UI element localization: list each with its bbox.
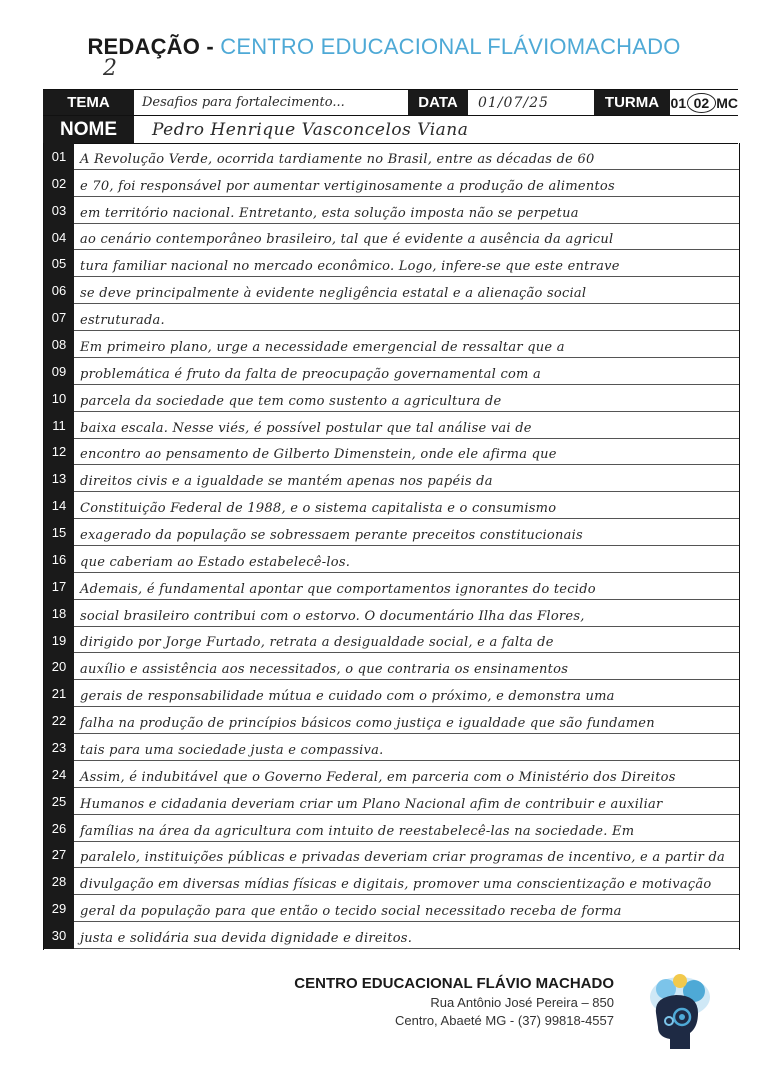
line-number: 05 xyxy=(44,250,74,277)
essay-line-15 xyxy=(44,519,739,546)
line-number: 30 xyxy=(44,922,74,949)
line-number: 10 xyxy=(44,385,74,412)
turma-option-01-label: 01 xyxy=(670,94,687,111)
essay-line-23 xyxy=(44,734,739,761)
nome-label: NOME xyxy=(43,116,134,143)
essay-line-12 xyxy=(44,439,739,466)
footer-address: Rua Antônio José Pereira – 850 xyxy=(430,995,614,1010)
essay-lines xyxy=(43,143,740,950)
line-number: 15 xyxy=(44,519,74,546)
essay-line-05 xyxy=(44,250,739,277)
essay-line-08 xyxy=(44,331,739,358)
line-number: 01 xyxy=(44,143,74,170)
line-text[interactable]: gerais de responsabilidade mútua e cuidado com o próximo, e demonstra uma xyxy=(74,680,739,707)
essay-line-26 xyxy=(44,815,739,842)
essay-line-28 xyxy=(44,868,739,895)
essay-line-07 xyxy=(44,304,739,331)
line-text[interactable]: divulgação em diversas mídias físicas e digitais, promover uma conscientização e motivação xyxy=(74,868,739,895)
essay-line-13 xyxy=(44,465,739,492)
line-text[interactable]: dirigido por Jorge Furtado, retrata a desigualdade social, e a falta de xyxy=(74,627,739,654)
turma-option-02-label: 02 xyxy=(687,93,717,113)
tema-label: TEMA xyxy=(43,90,134,115)
line-number: 21 xyxy=(44,680,74,707)
essay-line-11 xyxy=(44,412,739,439)
essay-line-02 xyxy=(44,170,739,197)
line-number: 18 xyxy=(44,600,74,627)
line-number: 29 xyxy=(44,895,74,922)
line-text[interactable]: paralelo, instituições públicas e privadas deveriam criar programas de incentivo, e a partir da xyxy=(74,842,739,869)
line-number: 06 xyxy=(44,277,74,304)
turma-option-mc[interactable] xyxy=(716,90,738,115)
essay-line-21 xyxy=(44,680,739,707)
line-text[interactable]: falha na produção de princípios básicos como justiça e igualdade que são fundamen xyxy=(74,707,739,734)
turma-label: TURMA xyxy=(594,90,670,115)
footer-school-name: CENTRO EDUCACIONAL FLÁVIO MACHADO xyxy=(294,975,614,992)
line-text[interactable]: Humanos e cidadania deveriam criar um Plano Nacional afim de contribuir e auxiliar xyxy=(74,788,739,815)
line-number: 13 xyxy=(44,465,74,492)
title-suffix: CENTRO EDUCACIONAL FLÁVIOMACHADO xyxy=(220,34,681,59)
essay-line-04 xyxy=(44,224,739,251)
line-number: 16 xyxy=(44,546,74,573)
line-number: 25 xyxy=(44,788,74,815)
title-prefix: REDAÇÃO - xyxy=(87,34,221,59)
line-number: 17 xyxy=(44,573,74,600)
essay-line-01 xyxy=(44,143,739,170)
turma-option-mc-label: MC xyxy=(716,94,738,111)
essay-line-14 xyxy=(44,492,739,519)
line-text[interactable]: geral da população para que então o tecido social necessitado receba de forma xyxy=(74,895,739,922)
line-text[interactable]: encontro ao pensamento de Gilberto Dimenstein, onde ele afirma que xyxy=(74,439,739,466)
data-field[interactable]: 01/07/25 xyxy=(478,94,549,111)
line-text[interactable]: ao cenário contemporâneo brasileiro, tal que é evidente a ausência da agricul xyxy=(74,224,739,251)
footer-city-phone: Centro, Abaeté MG - (37) 99818-4557 xyxy=(395,1013,614,1028)
essay-line-06 xyxy=(44,277,739,304)
essay-line-18 xyxy=(44,600,739,627)
tema-field[interactable]: Desafios para fortalecimento... xyxy=(142,95,345,110)
line-text[interactable]: justa e solidária sua devida dignidade e direitos. xyxy=(74,922,739,949)
line-number: 24 xyxy=(44,761,74,788)
line-number: 03 xyxy=(44,197,74,224)
line-number: 07 xyxy=(44,304,74,331)
line-number: 04 xyxy=(44,224,74,251)
essay-line-16 xyxy=(44,546,739,573)
line-number: 23 xyxy=(44,734,74,761)
footer xyxy=(294,975,614,1028)
line-text[interactable]: direitos civis e a igualdade se mantém apenas nos papéis da xyxy=(74,465,739,492)
line-text[interactable]: e 70, foi responsável por aumentar vertiginosamente a produção de alimentos xyxy=(74,170,739,197)
line-text[interactable]: exagerado da população se sobressaem perante preceitos constitucionais xyxy=(74,519,739,546)
line-number: 09 xyxy=(44,358,74,385)
line-text[interactable]: tura familiar nacional no mercado econômico. Logo, infere-se que este entrave xyxy=(74,250,739,277)
line-text[interactable]: Constituição Federal de 1988, e o sistema capitalista e o consumismo xyxy=(74,492,739,519)
line-text[interactable]: auxílio e assistência aos necessitados, o que contraria os ensinamentos xyxy=(74,653,739,680)
turma-option-02-selected[interactable] xyxy=(687,90,717,115)
line-number: 22 xyxy=(44,707,74,734)
essay-line-24 xyxy=(44,761,739,788)
line-number: 26 xyxy=(44,815,74,842)
data-label: DATA xyxy=(408,90,468,115)
line-text[interactable]: tais para uma sociedade justa e compassiva. xyxy=(74,734,739,761)
line-number: 27 xyxy=(44,842,74,869)
line-text[interactable]: que caberiam ao Estado estabelecê-los. xyxy=(74,546,739,573)
essay-line-09 xyxy=(44,358,739,385)
line-number: 12 xyxy=(44,439,74,466)
essay-line-29 xyxy=(44,895,739,922)
line-text[interactable]: estruturada. xyxy=(74,304,739,331)
line-text[interactable]: em território nacional. Entretanto, esta solução imposta não se perpetua xyxy=(74,197,739,224)
line-text[interactable]: problemática é fruto da falta de preocupação governamental com a xyxy=(74,358,739,385)
essay-line-03 xyxy=(44,197,739,224)
line-number: 08 xyxy=(44,331,74,358)
line-number: 14 xyxy=(44,492,74,519)
line-text[interactable]: social brasileiro contribui com o estorvo. O documentário Ilha das Flores, xyxy=(74,600,739,627)
essay-line-17 xyxy=(44,573,739,600)
header-row-nome xyxy=(43,115,738,144)
school-logo-icon xyxy=(636,967,718,1057)
handwritten-page-number: 2 xyxy=(103,56,117,81)
header-row-tema xyxy=(43,89,738,115)
nome-field[interactable]: Pedro Henrique Vasconcelos Viana xyxy=(152,119,469,140)
essay-line-25 xyxy=(44,788,739,815)
line-text[interactable]: Em primeiro plano, urge a necessidade emergencial de ressaltar que a xyxy=(74,331,739,358)
line-number: 02 xyxy=(44,170,74,197)
line-text[interactable]: baixa escala. Nesse viés, é possível postular que tal análise vai de xyxy=(74,412,739,439)
essay-line-22 xyxy=(44,707,739,734)
line-number: 20 xyxy=(44,653,74,680)
line-text[interactable]: Assim, é indubitável que o Governo Federal, em parceria com o Ministério dos Direitos xyxy=(74,761,739,788)
line-text[interactable]: Ademais, é fundamental apontar que comportamentos ignorantes do tecido xyxy=(74,573,739,600)
line-number: 11 xyxy=(44,412,74,439)
line-text[interactable]: famílias na área da agricultura com intuito de reestabelecê-las na sociedade. Em xyxy=(74,815,739,842)
line-text[interactable]: se deve principalmente à evidente negligência estatal e a alienação social xyxy=(74,277,739,304)
essay-line-19 xyxy=(44,627,739,654)
line-text[interactable]: A Revolução Verde, ocorrida tardiamente no Brasil, entre as décadas de 60 xyxy=(74,143,739,170)
line-number: 28 xyxy=(44,868,74,895)
essay-line-20 xyxy=(44,653,739,680)
essay-line-10 xyxy=(44,385,739,412)
essay-line-30 xyxy=(44,922,739,949)
line-number: 19 xyxy=(44,627,74,654)
turma-option-01[interactable] xyxy=(670,90,687,115)
line-text[interactable]: parcela da sociedade que tem como sustento a agricultura de xyxy=(74,385,739,412)
essay-line-27 xyxy=(44,842,739,869)
